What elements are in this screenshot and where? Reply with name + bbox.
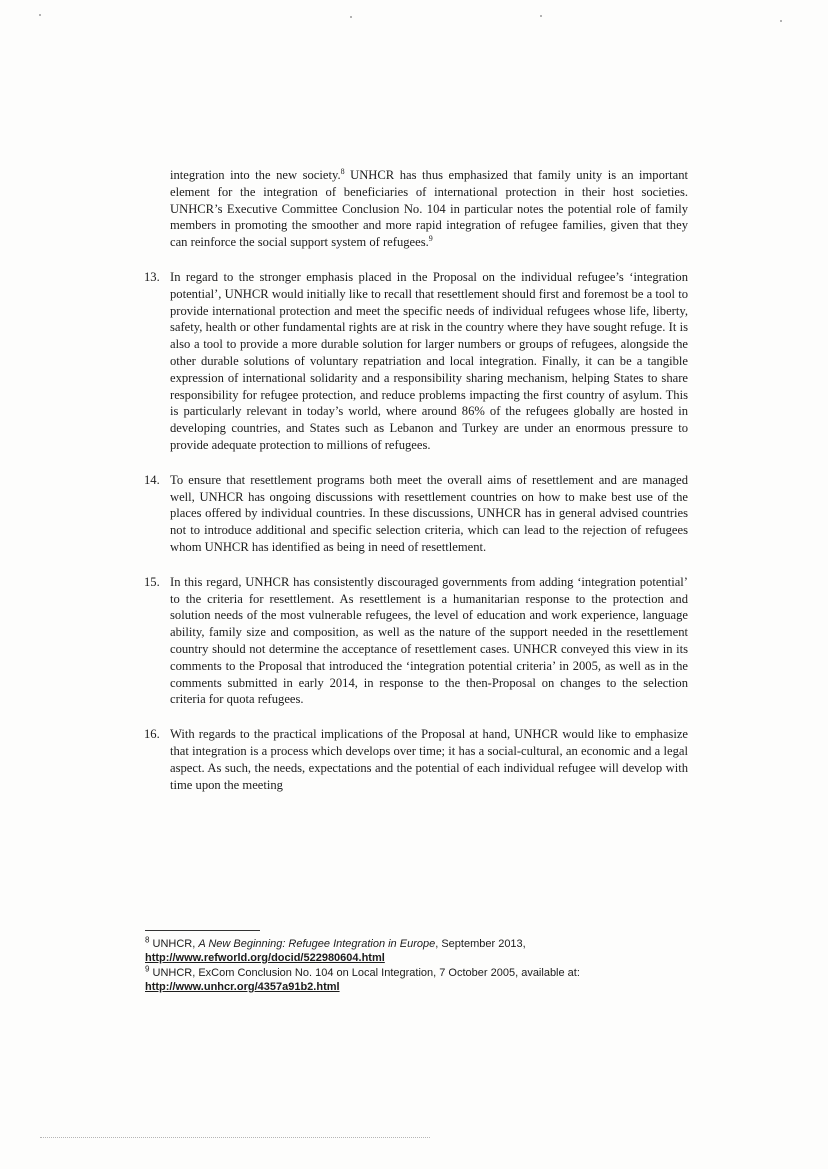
- paragraph-number: 15.: [144, 574, 160, 589]
- footnote-text: UNHCR, ExCom Conclusion No. 104 on Local Integration, 7 October 2005, available at:: [149, 967, 580, 979]
- footnote-marker: 8: [145, 935, 150, 945]
- paragraph-text: To ensure that resettlement programs both meet the overall aims of resettlement and are managed well, UNHCR has ongoing discussions with resettlement countries on how to make best use of the places offered by individual countries. In these discussions, UNHCR has in general advised countries not to introduce additional and specific selection criteria, which can lead to the rejection of refugees whom UNHCR has identified as being in need of resettlement.: [170, 472, 688, 554]
- footnote-separator: [145, 930, 260, 931]
- footnote-marker: 9: [145, 964, 150, 974]
- paragraph-16: [144, 726, 688, 793]
- lead-text-cont: UNHCR has thus emphasized that family unity is an important element for the integration of beneficiaries of international protection in their host societies. UNHCR’s Executive Committee Conclusion No. 104 in particular notes the potential role of family members in promoting the smoother and more rapid integration of refugee families, given that they can reinforce the social support system of refugees.: [170, 168, 688, 250]
- footnote-ref-8[interactable]: 8: [340, 166, 345, 176]
- paragraph-13: [144, 269, 688, 454]
- footnote-ref-9[interactable]: 9: [428, 234, 433, 243]
- footnote-date: , September 2013,: [435, 938, 526, 950]
- lead-text: integration into the new society.: [170, 168, 341, 182]
- paragraph-number: 14.: [144, 472, 160, 487]
- paragraph-text: With regards to the practical implications of the Proposal at hand, UNHCR would like to emphasize that integration is a process which develops over time; it has a social-cultural, an economic and a legal aspect. As such, the needs, expectations and the potential of each individual refugee will develop with time upon the meeting: [170, 727, 688, 792]
- paragraph-number: 13.: [144, 269, 160, 284]
- scan-speck: [540, 15, 542, 17]
- scan-speck: [350, 16, 352, 18]
- footnote-text: UNHCR,: [149, 938, 199, 950]
- paragraph-text: In regard to the stronger emphasis placed in the Proposal on the individual refugee’s ‘integration potential’, UNHCR would initially like to recall that resettlement should first and foremost be a tool to provide international protection and meet the specific needs of individual refugees whose life, liberty, safety, health or other fundamental rights are at risk in the country where they have sought refuge. It is also a tool to provide a more durable solution for larger numbers or groups of refugees, alongside the other durable solutions of voluntary repatriation and local integration. Finally, it can be a tangible expression of international solidarity and a responsibility sharing mechanism, helping States to share responsibility for refugee protection, and reduce problems impacting the first country of asylum. This is particularly relevant in today’s world, where around 86% of the refugees globally are hosted in developing countries, and States such as Lebanon and Turkey are under an enormous pressure to provide adequate protection to millions of refugees.: [170, 269, 688, 452]
- footnotes: [145, 930, 705, 995]
- lead-paragraph: [170, 167, 688, 251]
- paragraph-15: [144, 574, 688, 708]
- footnote-8: [145, 937, 705, 965]
- paragraph-text: In this regard, UNHCR has consistently discouraged governments from adding ‘integration potential’ to the criteria for resettlement. As resettlement is a humanitarian response to the protection and solution needs of the most vulnerable refugees, the level of education and work experience, language ability, family size and composition, as well as the nature of the support needed in the resettlement country should not determine the acceptance of resettlement cases. UNHCR conveyed this view in its comments to the Proposal that introduced the ‘integration potential criteria’ in 2005, as well as in the comments submitted in early 2014, in response to the then-Proposal on changes to the selection criteria for quota refugees.: [170, 574, 688, 707]
- footnote-title: A New Beginning: Refugee Integration in Europe: [198, 938, 436, 950]
- paragraph-14: [144, 472, 688, 556]
- footnote-link[interactable]: http://www.refworld.org/docid/522980604.html: [145, 952, 385, 964]
- scan-speck: [780, 20, 782, 22]
- scan-speck: [39, 14, 41, 16]
- paragraph-number: 16.: [144, 727, 160, 742]
- bottom-scan-line: [40, 1137, 430, 1138]
- footnote-9: [145, 966, 705, 994]
- footnote-link[interactable]: http://www.unhcr.org/4357a91b2.html: [145, 981, 340, 993]
- body-text: [144, 166, 688, 811]
